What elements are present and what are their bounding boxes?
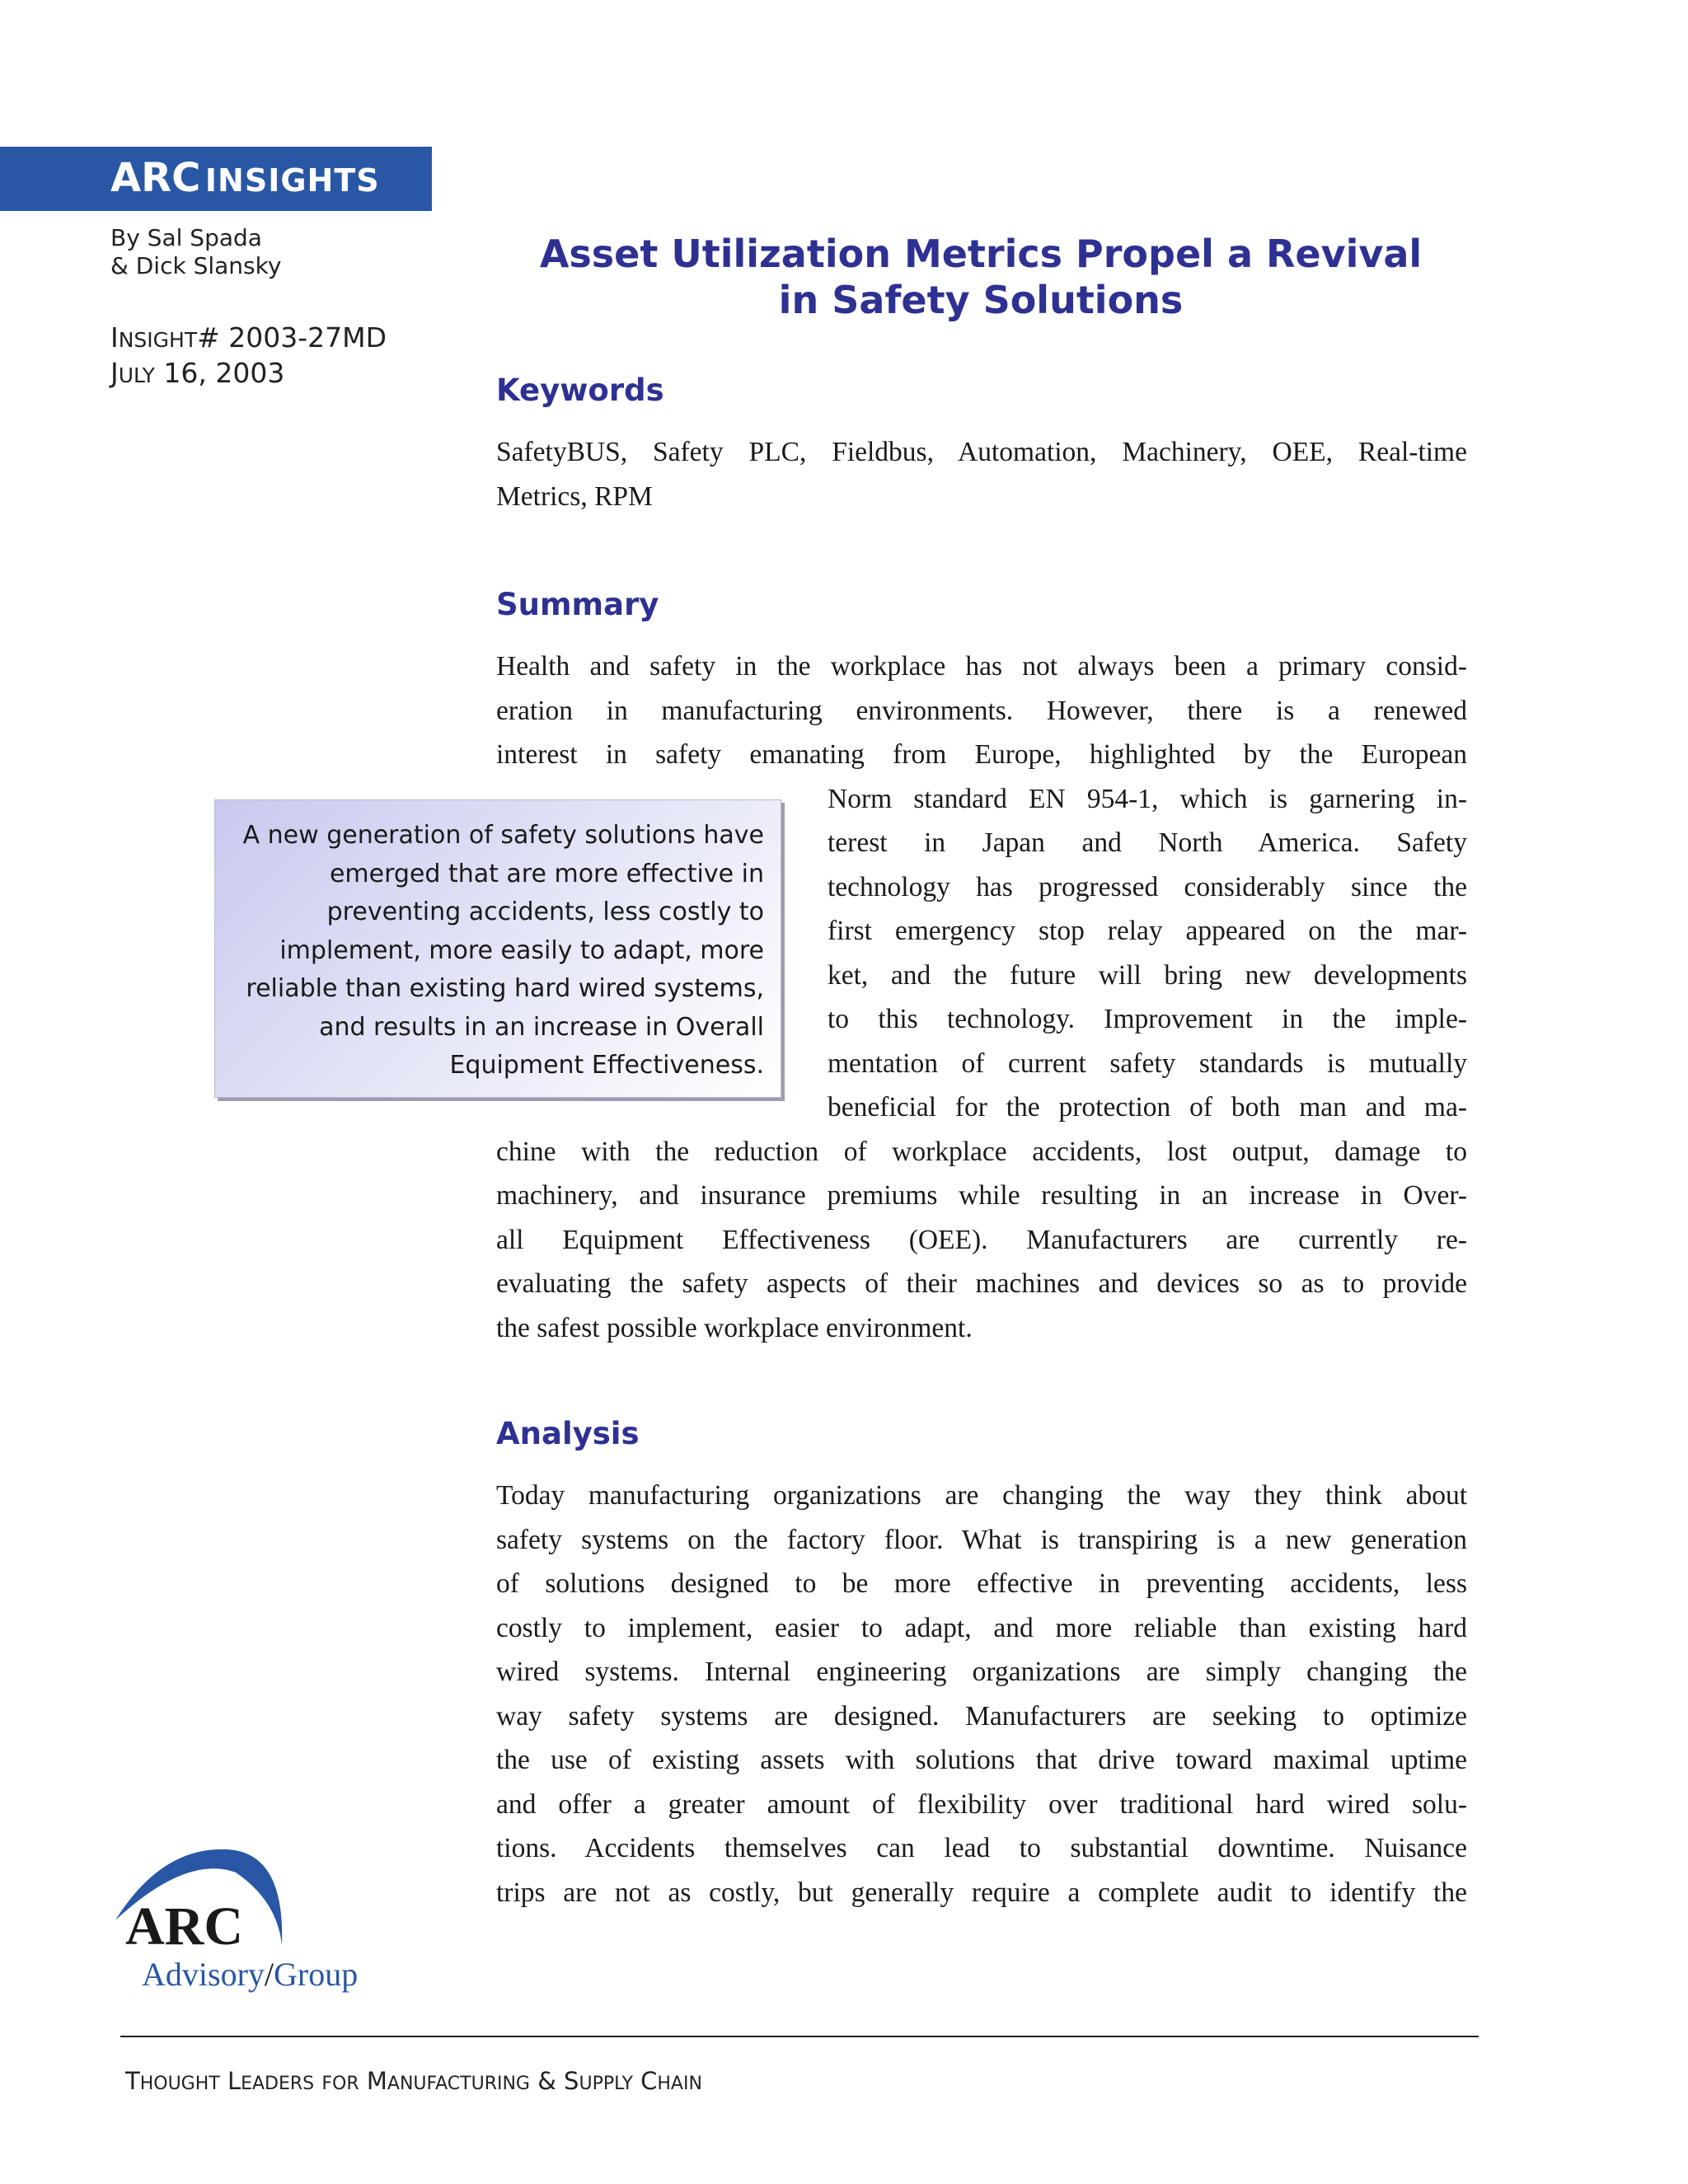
text-line: wired systems. Internal engineering organizations are simply changing the [496, 1657, 1467, 1687]
pull-quote-text [220, 817, 764, 1085]
summary-heading: Summary [496, 587, 659, 622]
text-line: eration in manufacturing environments. However, there is a renewed [496, 695, 1467, 726]
text-line: Norm standard EN 954-1, which is garnering in- [828, 783, 1467, 814]
text-line: to this technology. Improvement in the imple- [828, 1004, 1467, 1034]
text-line: technology has progressed considerably since the [828, 871, 1467, 902]
logo-brand: ARC [125, 1896, 243, 1957]
arc-insights-banner [0, 147, 432, 211]
title-line: Asset Utilization Metrics Propel a Revival [539, 232, 1423, 276]
text-line: interest in safety emanating from Europe, highlighted by the European [496, 739, 1467, 770]
pull-quote [214, 799, 781, 1098]
text-line: and offer a greater amount of flexibility over traditional hard wired solu- [496, 1788, 1467, 1820]
insight-meta [110, 321, 387, 392]
text-line: first emergency stop relay appeared on the mar- [828, 916, 1467, 946]
footer-rule [120, 2036, 1479, 2037]
text-line: ket, and the future will bring new developments [828, 959, 1467, 991]
text-line: costly to implement, easier to adapt, and more reliable than existing hard [496, 1612, 1467, 1643]
text-line: the use of existing assets with solutions that drive toward maximal uptime [496, 1745, 1467, 1775]
insight-number: INSIGHT# 2003-27MD [110, 321, 387, 354]
keywords-text [496, 430, 1467, 518]
banner-title [110, 155, 380, 201]
text-line: the safest possible workplace environment. [496, 1312, 973, 1343]
text-line: safety systems on the factory floor. What is transpiring is a new generation [496, 1524, 1467, 1555]
text-line: terest in Japan and North America. Safety [828, 827, 1467, 858]
footer-tagline: THOUGHT LEADERS FOR MANUFACTURING & SUPPLY CHAIN [125, 2067, 702, 2095]
text-line: tions. Accidents themselves can lead to substantial downtime. Nuisance [496, 1833, 1467, 1863]
insight-date: JULY 16, 2003 [110, 357, 285, 389]
text-line: machinery, and insurance premiums while resulting in an increase in Over- [496, 1180, 1467, 1211]
text-line: all Equipment Effectiveness (OEE). Manufacturers are currently re- [496, 1224, 1467, 1255]
pull-quote-line: and results in an increase in Overall [319, 1012, 764, 1042]
pull-quote-line: emerged that are more effective in [329, 859, 764, 888]
text-line: way safety systems are designed. Manufacturers are seeking to optimize [496, 1700, 1467, 1732]
text-line: Today manufacturing organizations are changing the way they think about [496, 1480, 1467, 1511]
arc-advisory-group-logo [112, 1838, 384, 2011]
pull-quote-line: reliable than existing hard wired systems, [246, 974, 764, 1003]
text-line: Metrics, RPM [496, 480, 653, 512]
pull-quote-line: A new generation of safety solutions have [242, 821, 764, 850]
text-line: Health and safety in the workplace has not always been a primary consid- [496, 651, 1467, 682]
pull-quote-line: preventing accidents, less costly to [326, 898, 764, 926]
text-line: of solutions designed to be more effective in preventing accidents, less [496, 1568, 1467, 1599]
text-line: chine with the reduction of workplace accidents, lost output, damage to [496, 1136, 1467, 1167]
keywords-heading: Keywords [496, 373, 664, 408]
text-line: trips are not as costly, but generally require a complete audit to identify the [496, 1877, 1467, 1908]
analysis-heading: Analysis [496, 1416, 640, 1451]
author-line: & Dick Slansky [110, 252, 282, 279]
page-title [495, 231, 1467, 323]
title-line: in Safety Solutions [778, 278, 1184, 322]
analysis-text [496, 1474, 1467, 1915]
author-block [110, 224, 281, 280]
pull-quote-line: implement, more easily to adapt, more [279, 935, 764, 965]
text-line: evaluating the safety aspects of their machines and devices so as to provide [496, 1268, 1467, 1299]
logo-subtitle: Advisory/Group [142, 1956, 359, 1993]
banner-label: INSIGHTS [204, 162, 380, 199]
banner-brand: ARC [110, 155, 201, 201]
text-line: beneficial for the protection of both man and ma- [828, 1092, 1467, 1122]
text-line: SafetyBUS, Safety PLC, Fieldbus, Automation, Machinery, OEE, Real-time [496, 437, 1467, 467]
pull-quote-line: Equipment Effectiveness. [449, 1051, 764, 1080]
author-line: By Sal Spada [110, 224, 262, 251]
text-line: mentation of current safety standards is mutually [828, 1047, 1467, 1079]
